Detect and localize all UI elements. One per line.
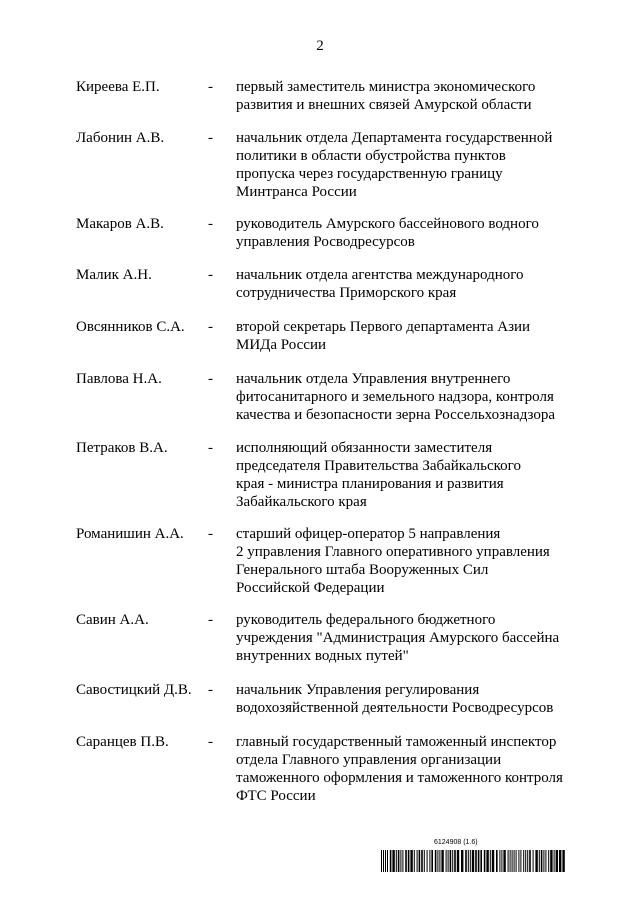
entry-description bbox=[236, 681, 576, 717]
barcode-bar bbox=[550, 850, 552, 872]
barcode-image bbox=[381, 850, 565, 872]
entry-description-line: руководитель федерального бюджетного bbox=[236, 612, 496, 628]
entry-dash: - bbox=[208, 734, 213, 750]
barcode-bar bbox=[510, 850, 511, 872]
entry-description bbox=[236, 266, 576, 302]
entry-description bbox=[236, 733, 576, 805]
barcode-bar bbox=[417, 850, 418, 872]
barcode-bar bbox=[475, 850, 477, 872]
barcode-bar bbox=[396, 850, 397, 872]
barcode-bar bbox=[435, 850, 437, 872]
barcode-bar bbox=[448, 850, 449, 872]
barcode-bar bbox=[446, 850, 447, 872]
entry-description-line: начальник отдела Департамента государственной bbox=[236, 130, 553, 146]
barcode-bar bbox=[405, 850, 407, 872]
entry-description-line: учреждения "Администрация Амурского бассейна bbox=[236, 630, 560, 646]
barcode-bar bbox=[457, 850, 459, 872]
barcode-bar bbox=[424, 850, 425, 872]
barcode-bar bbox=[490, 850, 491, 872]
entry-dash: - bbox=[208, 371, 213, 387]
barcode-bar bbox=[539, 850, 540, 872]
barcode-bar bbox=[400, 850, 401, 872]
barcode-bar bbox=[431, 850, 433, 872]
barcode-bar bbox=[410, 850, 412, 872]
entry-description bbox=[236, 370, 576, 424]
entry-description bbox=[236, 215, 576, 251]
barcode-bar bbox=[408, 850, 410, 872]
entry-description bbox=[236, 525, 576, 597]
entry-description bbox=[236, 611, 576, 665]
entry-dash: - bbox=[208, 319, 213, 335]
entry-name: Овсянников С.А. bbox=[76, 319, 185, 335]
entry-name: Петраков В.А. bbox=[76, 440, 168, 456]
barcode-bar bbox=[472, 850, 474, 872]
entry-name: Киреева Е.П. bbox=[76, 79, 160, 95]
barcode-bar bbox=[503, 850, 505, 872]
entry-dash: - bbox=[208, 612, 213, 628]
barcode-bar bbox=[454, 850, 456, 872]
entry-description-line: первый заместитель министра экономического bbox=[236, 79, 536, 95]
barcode-bar bbox=[390, 850, 392, 872]
entry-name: Саранцев П.В. bbox=[76, 734, 169, 750]
barcode-bar bbox=[387, 850, 388, 872]
barcode-bar bbox=[450, 850, 452, 872]
barcode-bar bbox=[427, 850, 428, 872]
barcode-bar bbox=[461, 850, 463, 872]
entry-description bbox=[236, 439, 576, 511]
entry-description-line: исполняющий обязанности заместителя bbox=[236, 440, 493, 456]
entry-description-line: пропуска через государственную границу bbox=[236, 166, 503, 182]
entry-description-line: ФТС России bbox=[236, 788, 316, 804]
barcode-bar bbox=[508, 850, 509, 872]
entry-description-line: внутренних водных путей" bbox=[236, 648, 409, 664]
barcode-bar bbox=[429, 850, 430, 872]
entry-description bbox=[236, 129, 576, 201]
barcode-bar bbox=[470, 850, 471, 872]
barcode-bar bbox=[452, 850, 453, 872]
entry-dash: - bbox=[208, 682, 213, 698]
barcode-bar bbox=[398, 850, 400, 872]
barcode-bar bbox=[533, 850, 534, 872]
barcode-bar bbox=[514, 850, 515, 872]
barcode-bar bbox=[414, 850, 415, 872]
barcode-bar bbox=[516, 850, 517, 872]
barcode-bar bbox=[419, 850, 421, 872]
entry-description-line: водохозяйственной деятельности Росводресурсов bbox=[236, 700, 554, 716]
entry-description-line: Российской Федерации bbox=[236, 580, 385, 596]
entry-description-line: отдела Главного управления организации bbox=[236, 752, 502, 768]
page-number: 2 bbox=[316, 38, 324, 54]
entry-description-line: начальник отдела агентства международного bbox=[236, 267, 524, 283]
entry-dash: - bbox=[208, 440, 213, 456]
barcode-bar bbox=[480, 850, 482, 872]
barcode-bar bbox=[492, 850, 494, 872]
barcode-bar bbox=[518, 850, 519, 872]
entry-description-line: второй секретарь Первого департамента Азии bbox=[236, 319, 531, 335]
barcode-bar bbox=[392, 850, 394, 872]
entry-description-line: качества и безопасности зерна Россельхознадзора bbox=[236, 407, 556, 423]
barcode-bar bbox=[523, 850, 524, 872]
barcode-bar bbox=[512, 850, 513, 872]
entry-description-line: старший офицер-оператор 5 направления bbox=[236, 526, 501, 542]
entry-description bbox=[236, 318, 576, 354]
entry-description-line: начальник Управления регулирования bbox=[236, 682, 480, 698]
entry-description-line: таможенного оформления и таможенного контроля bbox=[236, 770, 563, 786]
entry-name: Савостицкий Д.В. bbox=[76, 682, 192, 698]
entry-description bbox=[236, 78, 576, 114]
barcode-bar bbox=[501, 850, 502, 872]
entry-description-line: главный государственный таможенный инспектор bbox=[236, 734, 557, 750]
entry-name: Романишин А.А. bbox=[76, 526, 184, 542]
entry-description-line: председателя Правительства Забайкальского bbox=[236, 458, 521, 474]
entry-name: Павлова Н.А. bbox=[76, 371, 162, 387]
barcode-bar bbox=[441, 850, 443, 872]
barcode-bar bbox=[486, 850, 488, 872]
barcode-bar bbox=[465, 850, 467, 872]
barcode-bar bbox=[421, 850, 423, 872]
entry-description-line: МИДа России bbox=[236, 337, 327, 353]
entry-description-line: 2 управления Главного оперативного управления bbox=[236, 544, 550, 560]
entry-description-line: развития и внешних связей Амурской области bbox=[236, 97, 532, 113]
entry-dash: - bbox=[208, 130, 213, 146]
barcode-bar bbox=[385, 850, 386, 872]
barcode-bar bbox=[559, 850, 561, 872]
entry-dash: - bbox=[208, 526, 213, 542]
entry-description-line: фитосанитарного и земельного надзора, контроля bbox=[236, 389, 554, 405]
entry-name: Савин А.А. bbox=[76, 612, 149, 628]
barcode-bar bbox=[529, 850, 531, 872]
entry-name: Малик А.Н. bbox=[76, 267, 152, 283]
barcode-bar bbox=[478, 850, 480, 872]
entry-dash: - bbox=[208, 79, 213, 95]
entry-description-line: Забайкальского края bbox=[236, 494, 367, 510]
entry-name: Макаров А.В. bbox=[76, 216, 164, 232]
barcode-bar bbox=[520, 850, 521, 872]
barcode-bar bbox=[527, 850, 528, 872]
entry-description-line: политики в области обустройства пунктов bbox=[236, 148, 506, 164]
barcode-bar bbox=[496, 850, 498, 872]
barcode-bar bbox=[499, 850, 500, 872]
entry-description-line: сотрудничества Приморского края bbox=[236, 285, 457, 301]
barcode-bar bbox=[468, 850, 469, 872]
barcode-bar bbox=[543, 850, 544, 872]
entry-description-line: края - министра планирования и развития bbox=[236, 476, 504, 492]
barcode-bar bbox=[439, 850, 440, 872]
entry-dash: - bbox=[208, 267, 213, 283]
barcode-label: 6124908 (1.6) bbox=[434, 839, 478, 846]
entry-dash: - bbox=[208, 216, 213, 232]
barcode-bar bbox=[484, 850, 486, 872]
barcode-bar bbox=[437, 850, 438, 872]
barcode-bar bbox=[535, 850, 537, 872]
barcode-bar bbox=[402, 850, 403, 872]
entry-description-line: управления Росводресурсов bbox=[236, 234, 415, 250]
barcode-bar bbox=[383, 850, 384, 872]
entry-description-line: Генерального штаба Вооруженных Сил bbox=[236, 562, 489, 578]
barcode-bar bbox=[381, 850, 382, 872]
entry-description-line: руководитель Амурского бассейнового водного bbox=[236, 216, 539, 232]
entry-description-line: Минтранса России bbox=[236, 184, 357, 200]
barcode-bar bbox=[556, 850, 558, 872]
entry-name: Лабонин А.В. bbox=[76, 130, 165, 146]
barcode-bar bbox=[562, 850, 564, 872]
barcode-bar bbox=[541, 850, 543, 872]
barcode-bar bbox=[548, 850, 549, 872]
entry-description-line: начальник отдела Управления внутреннего bbox=[236, 371, 511, 387]
barcode-bar bbox=[525, 850, 526, 872]
barcode-bar bbox=[545, 850, 546, 872]
barcode-bar bbox=[554, 850, 555, 872]
